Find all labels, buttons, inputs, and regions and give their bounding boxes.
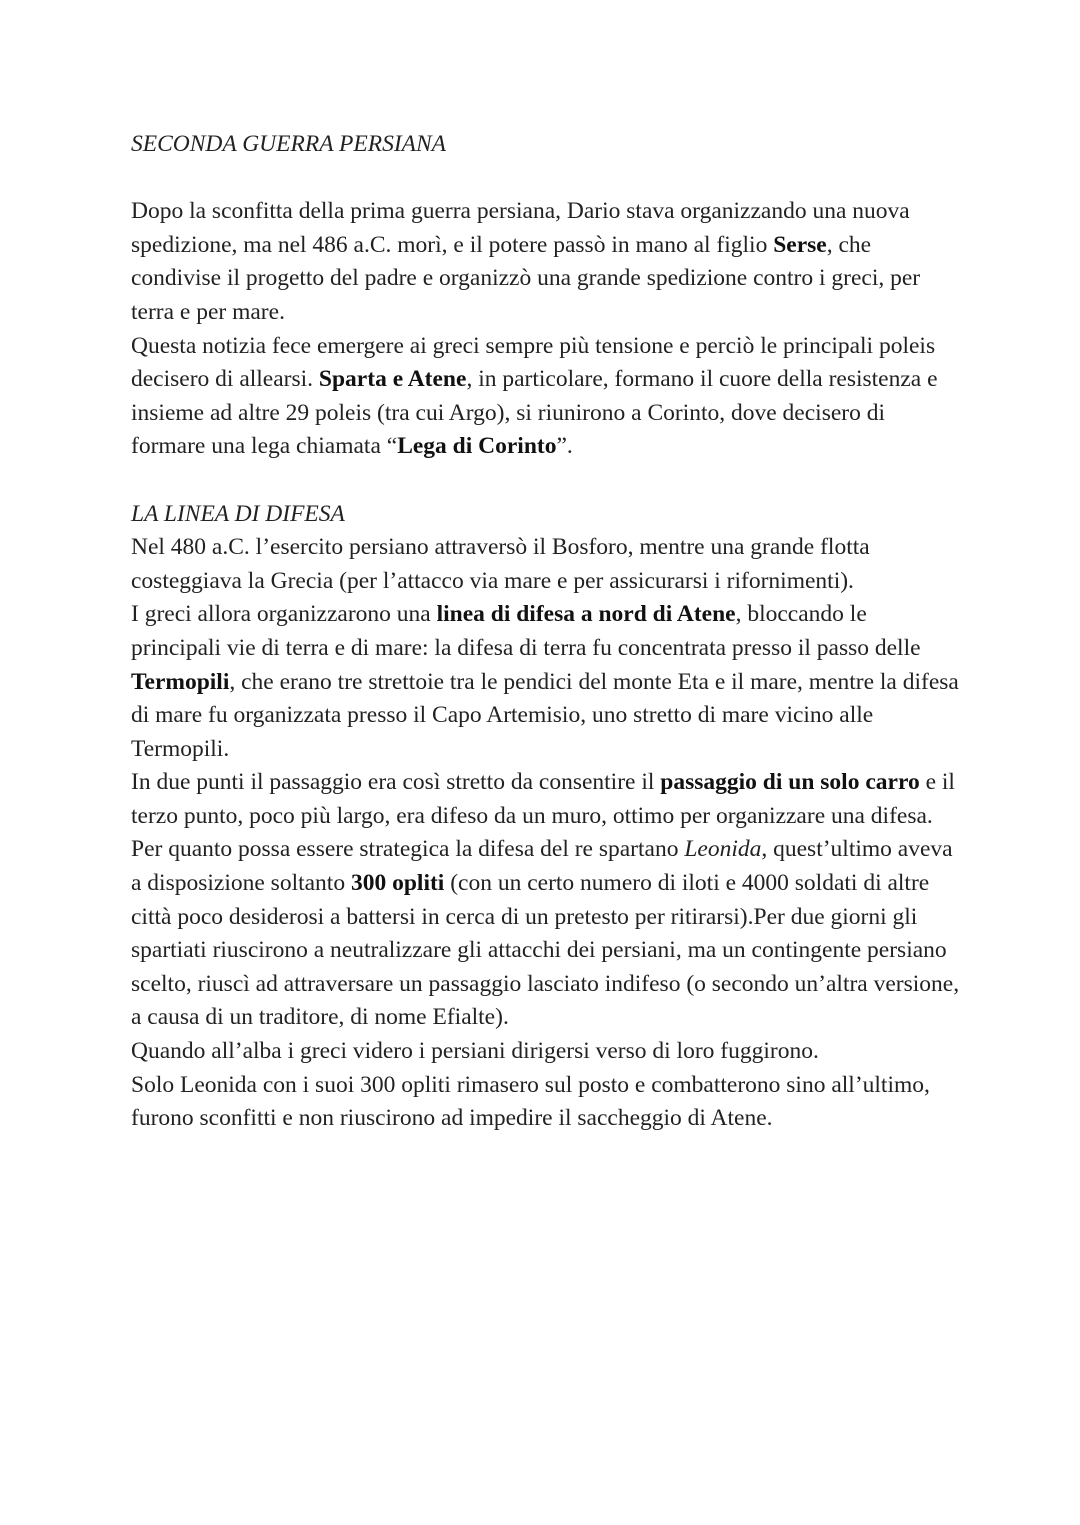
text-run: , bloccando le principali vie di terra e di mare: la difesa di terra fu concentrata presso il passo delle: [131, 601, 921, 661]
bold-term-linea-difesa: linea di difesa a nord di Atene: [436, 601, 736, 628]
text-run: ”.: [556, 433, 573, 460]
text-run: I greci allora organizzarono una: [131, 601, 437, 628]
text-run: Per quanto possa essere strategica la difesa del re spartano: [131, 836, 685, 863]
bold-term-300-opliti: 300 opliti: [350, 870, 445, 897]
text-run: Dopo la sconfitta della prima guerra persiana, Dario stava organizzando una nuova spedizione, ma nel 486 a.C. morì, e il potere passò in mano al figlio: [131, 198, 910, 258]
text-run: e il terzo punto, poco più largo, era difeso da un muro, ottimo per organizzare una difesa.: [131, 769, 955, 829]
text-run: , che condivise il progetto del padre e organizzò una grande spedizione contro i greci, per terra e per mare.: [131, 231, 921, 325]
section-paragraph-6: Solo Leonida con i suoi 300 opliti rimasero sul posto e combatterono sino all’ultimo, furono sconfitti e non riuscirono ad impedire il saccheggio di Atene.: [131, 1071, 930, 1132]
italic-term-leonida: Leonida: [684, 836, 762, 863]
text-run: (con un certo numero di iloti e 4000 soldati di altre città poco desiderosi a battersi in cerca di un pretesto per ritirarsi).Per due giorni gli spartiati riuscirono a neutralizzare gli attacchi dei persiani, ma un contingente persiano scelto, riuscì ad attraversare un passaggio lasciato indifeso (o secondo un’altra versione, a causa di un traditore, di nome Efialte).: [131, 870, 960, 1031]
text-run: Questa notizia fece emergere ai greci sempre più tensione e perciò le principali poleis decisero di allearsi.: [131, 332, 936, 393]
bold-term-serse: Serse: [773, 231, 827, 258]
text-run: , in particolare, formano il cuore della resistenza e insieme ad altre 29 poleis (tra cui Argo), si riunirono a Corinto, dove decisero di formare una lega chiamata “: [131, 366, 938, 460]
bold-term-sparta-atene: Sparta e Atene: [318, 366, 467, 393]
section-paragraph-4: [131, 833, 961, 1035]
intro-paragraph-2: [131, 330, 961, 464]
spacer: [131, 162, 961, 196]
document-title: SECONDA GUERRA PERSIANA: [131, 131, 447, 157]
section-paragraph-2: [131, 598, 961, 766]
document-body: [131, 128, 961, 1136]
bold-term-passaggio-carro: passaggio di un solo carro: [660, 769, 920, 796]
bold-term-termopili: Termopili: [131, 668, 230, 695]
text-run: , che erano tre strettoie tra le pendici del monte Eta e il mare, mentre la difesa di mare fu organizzata presso il Capo Artemisio, uno stretto di mare vicino alle Termopili.: [131, 668, 959, 762]
bold-term-lega-corinto: Lega di Corinto: [397, 433, 557, 460]
section-paragraph-5: Quando all’alba i greci videro i persiani dirigersi verso di loro fuggirono.: [131, 1038, 819, 1065]
text-run: , quest’ultimo aveva a disposizione soltanto: [131, 836, 953, 897]
text-run: In due punti il passaggio era così stretto da consentire il: [131, 769, 661, 796]
intro-paragraph-1: [131, 195, 961, 329]
section-paragraph-3: [131, 766, 961, 833]
spacer: [131, 464, 961, 498]
section-paragraph-1: Nel 480 a.C. l’esercito persiano attraversò il Bosforo, mentre una grande flotta costeggiava la Grecia (per l’attacco via mare e per assicurarsi i rifornimenti).: [131, 534, 870, 594]
section-title-linea-difesa: LA LINEA DI DIFESA: [131, 500, 345, 527]
